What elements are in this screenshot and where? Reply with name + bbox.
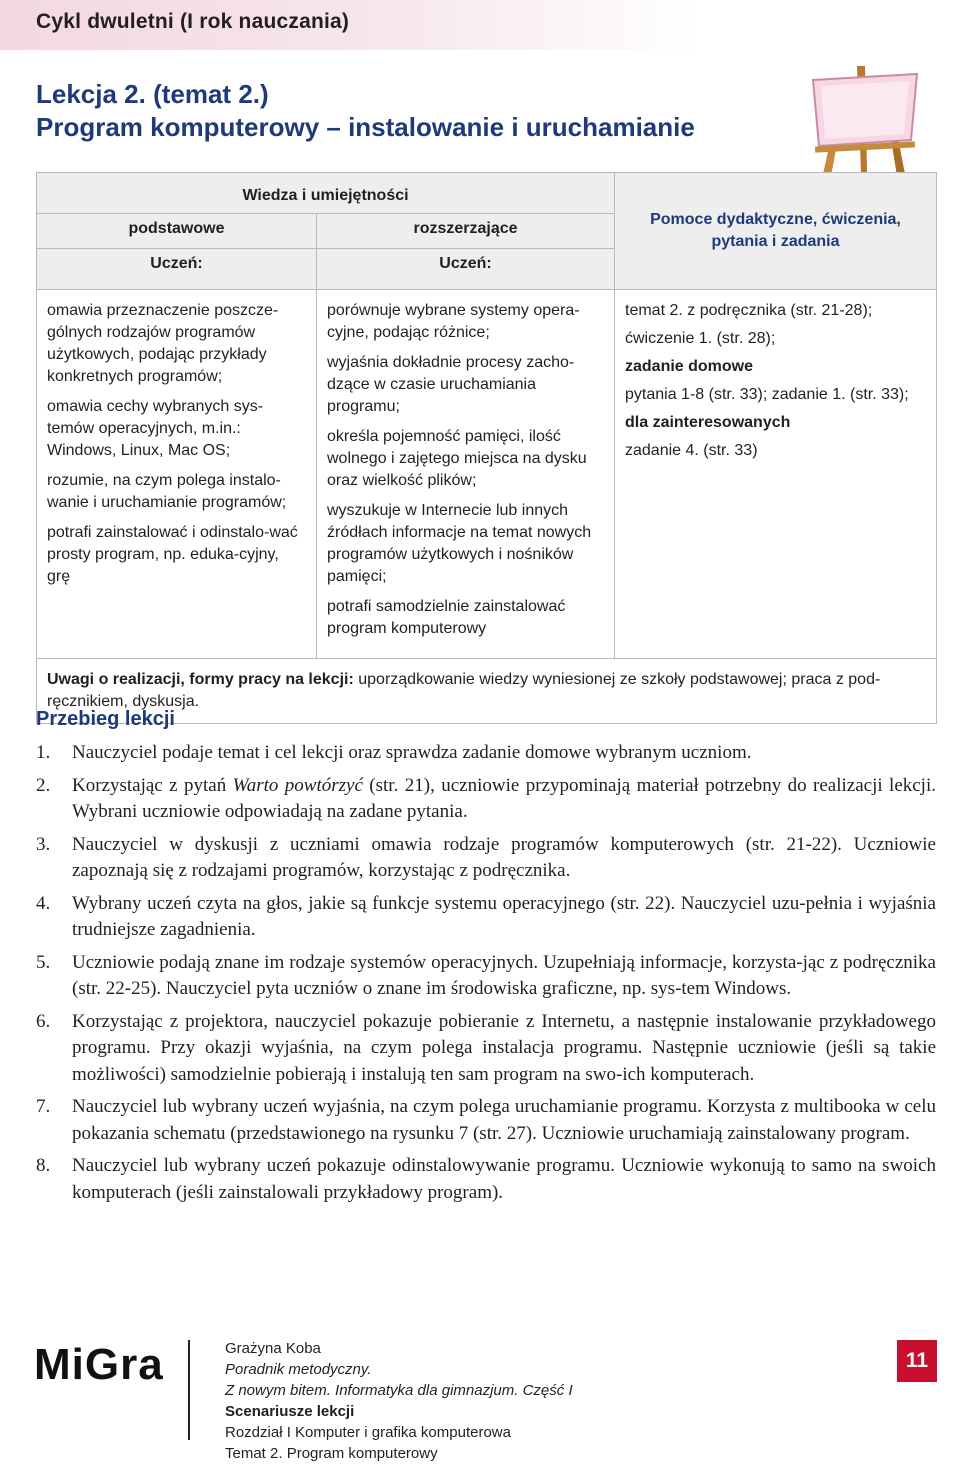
list-item: wyszukuje w Internecie lub innych źródłach informacje na temat nowych programów użytkowych i nośników pamięci;	[327, 502, 592, 585]
page-number: 11	[897, 1340, 937, 1382]
lesson-title	[36, 78, 695, 144]
step-number: 6.	[36, 1010, 51, 1032]
lesson-number: Lekcja 2. (temat 2.)	[36, 79, 269, 109]
step-text-tail: (str. 21), uczniowie przypominają materiał potrzebny do realizacji lekcji. Wybrani uczniowie odpowiadają na zadane pytania.	[72, 774, 936, 822]
book-title-line2: Z nowym bitem. Informatyka dla gimnazjum. Część I	[225, 1382, 573, 1399]
list-item: omawia przeznaczenie poszcze-gólnych rodzajów programów użytkowych, podając przykłady konkretnych programów;	[47, 302, 279, 385]
list-item	[36, 740, 936, 767]
basic-header: podstawowe	[37, 214, 317, 249]
book-title-line1: Poradnik metodyczny.	[225, 1361, 372, 1378]
section-title: Scenariusze lekcji	[225, 1403, 355, 1420]
list-item: potrafi zainstalować i odinstalo-wać prosty program, np. eduka-cyjny, grę	[47, 524, 298, 585]
lesson-topic: Program komputerowy – instalowanie i uruchamianie	[36, 112, 695, 142]
aids-header-line2: pytania i zadania	[711, 233, 840, 250]
footer-divider	[188, 1340, 190, 1440]
step-number: 7.	[36, 1096, 51, 1117]
step-text: Korzystając z pytań	[72, 774, 233, 796]
notes-text: uporządkowanie wiedzy wyniesionej ze szkoły podstawowej; praca z pod-ręcznikiem, dyskusja.	[47, 671, 881, 710]
basic-skills	[37, 290, 317, 659]
publisher-logo: MiGra	[34, 1340, 164, 1389]
list-item: wyjaśnia dokładnie procesy zacho-dzące w czasie uruchamiania programu;	[327, 354, 575, 415]
easel-icon	[805, 62, 925, 182]
step-number: 3.	[36, 833, 51, 855]
step-number: 2.	[36, 774, 51, 796]
chapter-title: Rozdział I Komputer i grafika komputerowa	[225, 1424, 511, 1441]
list-item	[36, 773, 936, 826]
cycle-header: Cykl dwuletni (I rok nauczania)	[36, 10, 350, 33]
list-item	[36, 1153, 936, 1206]
interested-reference: zadanie 4. (str. 33)	[625, 442, 758, 459]
interested-label: dla zainteresowanych	[625, 414, 791, 431]
list-item: potrafi samodzielnie zainstalować program komputerowy	[327, 598, 566, 637]
progress-title: Przebieg lekcji	[36, 708, 175, 730]
list-item: porównuje wybrane systemy opera-cyjne, podając różnice;	[327, 302, 580, 341]
list-item	[36, 1094, 936, 1147]
aids-header	[615, 173, 937, 290]
aids-header-line1: Pomoce dydaktyczne, ćwiczenia,	[650, 211, 901, 228]
student-basic-label: Uczeń:	[37, 249, 317, 290]
step-text: Nauczyciel lub wybrany uczeń wyjaśnia, na czym polega uruchamianie programu. Korzysta z multibooka w celu pokazania schematu (przedstawionego na rysunku 7 (str. 27). Uczniowie uruchamiają zainstalowany program.	[72, 1096, 936, 1144]
homework-label: zadanie domowe	[625, 358, 754, 375]
list-item	[36, 891, 936, 944]
step-text: Uczniowie podają znane im rodzaje systemów operacyjnych. Uzupełniają informacje, korzysta-jąc z podręcznika (str. 22-25). Nauczyciel pyta uczniów o znane im środowiska graficzne, np. sys-tem Windows.	[72, 951, 936, 999]
list-item	[36, 832, 936, 885]
step-text: Wybrany uczeń czyta na głos, jakie są funkcje systemu operacyjnego (str. 22). Nauczyciel uzu-pełnia i wyjaśnia trudniejsze zagadnienia.	[72, 892, 936, 940]
extended-header: rozszerzające	[317, 214, 615, 249]
step-text: Korzystając z projektora, nauczyciel pokazuje pobieranie z Internetu, a następnie instalowanie przykładowego programu. Przy okazji wyjaśnia, na czym polega instalacja programu. Następnie uczniowie (jeśli są takie możliwości) samodzielnie pobierają i instalują ten sam program na swo-ich komputerach.	[72, 1010, 936, 1085]
student-extended-label: Uczeń:	[317, 249, 615, 290]
footer-info	[225, 1338, 573, 1464]
homework-reference: pytania 1-8 (str. 33); zadanie 1. (str. 33);	[625, 386, 909, 403]
step-text: Nauczyciel lub wybrany uczeń pokazuje odinstalowywanie programu. Uczniowie wykonują to samo na swoich komputerach (jeśli zainstalowali przykładowy program).	[72, 1155, 936, 1203]
lesson-plan-table	[36, 172, 937, 724]
extended-skills	[317, 290, 615, 659]
step-text: Nauczyciel podaje temat i cel lekcji oraz sprawdza zadanie domowe wybranym uczniom.	[72, 742, 752, 763]
lesson-steps	[36, 740, 936, 1212]
teaching-aids	[615, 290, 937, 659]
list-item: omawia cechy wybranych sys-temów operacyjnych, m.in.: Windows, Linux, Mac OS;	[47, 398, 264, 459]
exercise-reference: ćwiczenie 1. (str. 28);	[625, 330, 776, 347]
topic-title: Temat 2. Program komputerowy	[225, 1445, 438, 1462]
list-item: określa pojemność pamięci, ilość wolnego i zajętego miejsca na dysku oraz wielkość plików;	[327, 428, 587, 489]
step-text-italic: Warto powtórzyć	[232, 774, 363, 796]
step-number: 4.	[36, 892, 51, 914]
knowledge-header: Wiedza i umiejętności	[37, 173, 615, 214]
topic-reference: temat 2. z podręcznika (str. 21-28);	[625, 302, 873, 319]
author: Grażyna Koba	[225, 1340, 321, 1357]
step-number: 8.	[36, 1155, 51, 1176]
step-text: Nauczyciel w dyskusji z uczniami omawia rodzaje programów komputerowych (str. 21-22). Uczniowie zapoznają się z rodzajami programów, korzystając z podręcznika.	[72, 833, 936, 881]
notes-label: Uwagi o realizacji, formy pracy na lekcji:	[47, 671, 354, 688]
list-item: rozumie, na czym polega instalo-wanie i uruchamianie programów;	[47, 472, 287, 511]
list-item	[36, 950, 936, 1003]
step-number: 5.	[36, 951, 51, 973]
list-item	[36, 1009, 936, 1089]
step-number: 1.	[36, 742, 51, 763]
